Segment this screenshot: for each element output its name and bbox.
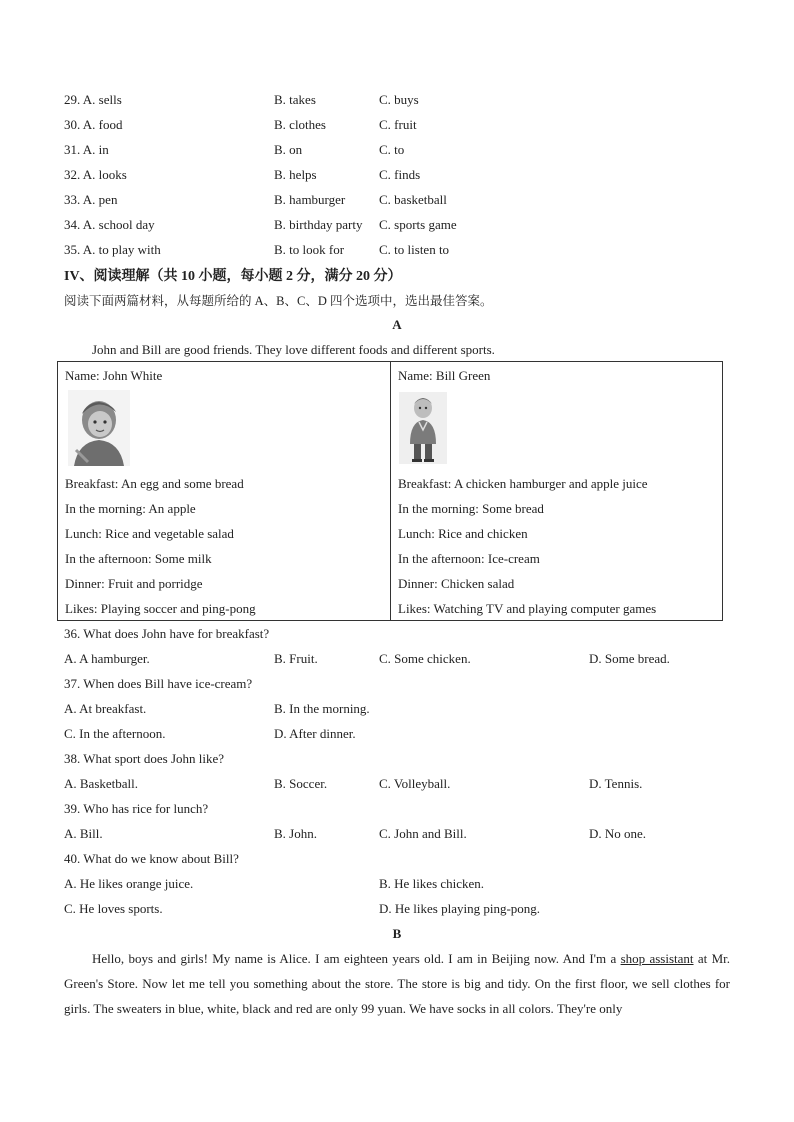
cloze-option-row: [0, 192, 794, 212]
answer-option: A. He likes orange juice.: [64, 876, 194, 891]
cloze-option-row: [0, 92, 794, 112]
bill-photo: [399, 392, 447, 464]
bill-line: Likes: Watching TV and playing computer games: [398, 601, 657, 616]
john-name: Name: John White: [65, 368, 163, 383]
bill-name: Name: Bill Green: [398, 368, 491, 383]
answer-row: [0, 876, 794, 896]
cloze-option-row: [0, 217, 794, 237]
comparison-table: [57, 361, 723, 621]
john-line: Breakfast: An egg and some bread: [65, 476, 244, 491]
option-b: B. birthday party: [274, 217, 363, 232]
answer-option: C. John and Bill.: [379, 826, 467, 841]
john-cell: [58, 362, 391, 621]
option-c: C. sports game: [379, 217, 457, 232]
question-text: 40. What do we know about Bill?: [64, 851, 239, 866]
option-a: 33. A. pen: [64, 192, 118, 207]
john-line: Likes: Playing soccer and ping-pong: [65, 601, 256, 616]
option-c: C. finds: [379, 167, 421, 182]
answer-option: B. Soccer.: [274, 776, 328, 791]
answer-option: B. John.: [274, 826, 317, 841]
bill-line: Breakfast: A chicken hamburger and apple juice: [398, 476, 648, 491]
question-text: 38. What sport does John like?: [64, 751, 225, 766]
answer-option: B. In the morning.: [274, 701, 370, 716]
john-line: Dinner: Fruit and porridge: [65, 576, 203, 591]
bill-cell: [391, 362, 723, 621]
bill-line: Dinner: Chicken salad: [398, 576, 515, 591]
option-b: B. takes: [274, 92, 316, 107]
answer-option: D. He likes playing ping-pong.: [379, 901, 541, 916]
option-c: C. basketball: [379, 192, 447, 207]
option-a: 32. A. looks: [64, 167, 127, 182]
passage-b-text-before: Hello, boys and girls! My name is Alice. I am eighteen years old. I am in Beijing now. And I'm a: [92, 951, 621, 966]
cloze-option-row: [0, 142, 794, 162]
passage-b-text: [64, 946, 730, 1021]
john-line: Lunch: Rice and vegetable salad: [65, 526, 234, 541]
bill-line: Lunch: Rice and chicken: [398, 526, 528, 541]
option-a: 31. A. in: [64, 142, 109, 157]
answer-row: [0, 726, 794, 746]
john-line: In the afternoon: Some milk: [65, 551, 212, 566]
passage-b-underlined: shop assistant: [620, 951, 694, 966]
option-c: C. fruit: [379, 117, 417, 132]
section-title: IV、阅读理解（共 10 小题，每小题 2 分，满分 20 分）: [64, 269, 402, 284]
answer-row: [0, 701, 794, 721]
answer-option: D. Some bread.: [589, 651, 670, 666]
cloze-option-row: [0, 242, 794, 262]
answer-option: D. After dinner.: [274, 726, 356, 741]
john-line: In the morning: An apple: [65, 501, 196, 516]
passage-a-intro: John and Bill are good friends. They love different foods and different sports.: [92, 342, 495, 357]
option-b: B. hamburger: [274, 192, 346, 207]
option-b: B. to look for: [274, 242, 345, 257]
answer-option: C. He loves sports.: [64, 901, 163, 916]
cloze-option-row: [0, 117, 794, 137]
answer-option: A. Bill.: [64, 826, 103, 841]
option-c: C. to: [379, 142, 405, 157]
answer-option: A. Basketball.: [64, 776, 139, 791]
option-a: 34. A. school day: [64, 217, 155, 232]
john-photo: [68, 390, 130, 466]
answer-option: B. He likes chicken.: [379, 876, 485, 891]
answer-option: C. Volleyball.: [379, 776, 451, 791]
answer-option: C. In the afternoon.: [64, 726, 166, 741]
question-text: 36. What does John have for breakfast?: [64, 626, 270, 641]
option-a: 35. A. to play with: [64, 242, 161, 257]
passage-b-text-after: at Mr. Green's Store. Now let me tell you something about the store. The store is big and tidy. On the first floor, we sell clothes for girls. The sweaters in blue, white, black and red are only 99 yuan. We have socks in all colors. They're only: [64, 951, 730, 1016]
answer-option: D. Tennis.: [589, 776, 643, 791]
bill-line: In the afternoon: Ice-cream: [398, 551, 540, 566]
option-a: 30. A. food: [64, 117, 123, 132]
option-b: B. helps: [274, 167, 317, 182]
answer-option: C. Some chicken.: [379, 651, 471, 666]
option-b: B. on: [274, 142, 303, 157]
passage-a-label: A: [392, 317, 402, 332]
answer-option: A. A hamburger.: [64, 651, 150, 666]
question-text: 37. When does Bill have ice-cream?: [64, 676, 253, 691]
option-b: B. clothes: [274, 117, 326, 132]
bill-line: In the morning: Some bread: [398, 501, 544, 516]
answer-option: A. At breakfast.: [64, 701, 147, 716]
section-instruction: 阅读下面两篇材料，从每题所给的 A、B、C、D 四个选项中，选出最佳答案。: [64, 294, 493, 308]
answer-option: B. Fruit.: [274, 651, 318, 666]
option-a: 29. A. sells: [64, 92, 122, 107]
question-text: 39. Who has rice for lunch?: [64, 801, 209, 816]
answer-row: [0, 776, 794, 796]
cloze-option-row: [0, 167, 794, 187]
answer-row: [0, 651, 794, 671]
answer-option: D. No one.: [589, 826, 647, 841]
option-c: C. to listen to: [379, 242, 450, 257]
passage-b-label: B: [392, 926, 402, 941]
answer-row: [0, 826, 794, 846]
option-c: C. buys: [379, 92, 419, 107]
answer-row: [0, 901, 794, 921]
